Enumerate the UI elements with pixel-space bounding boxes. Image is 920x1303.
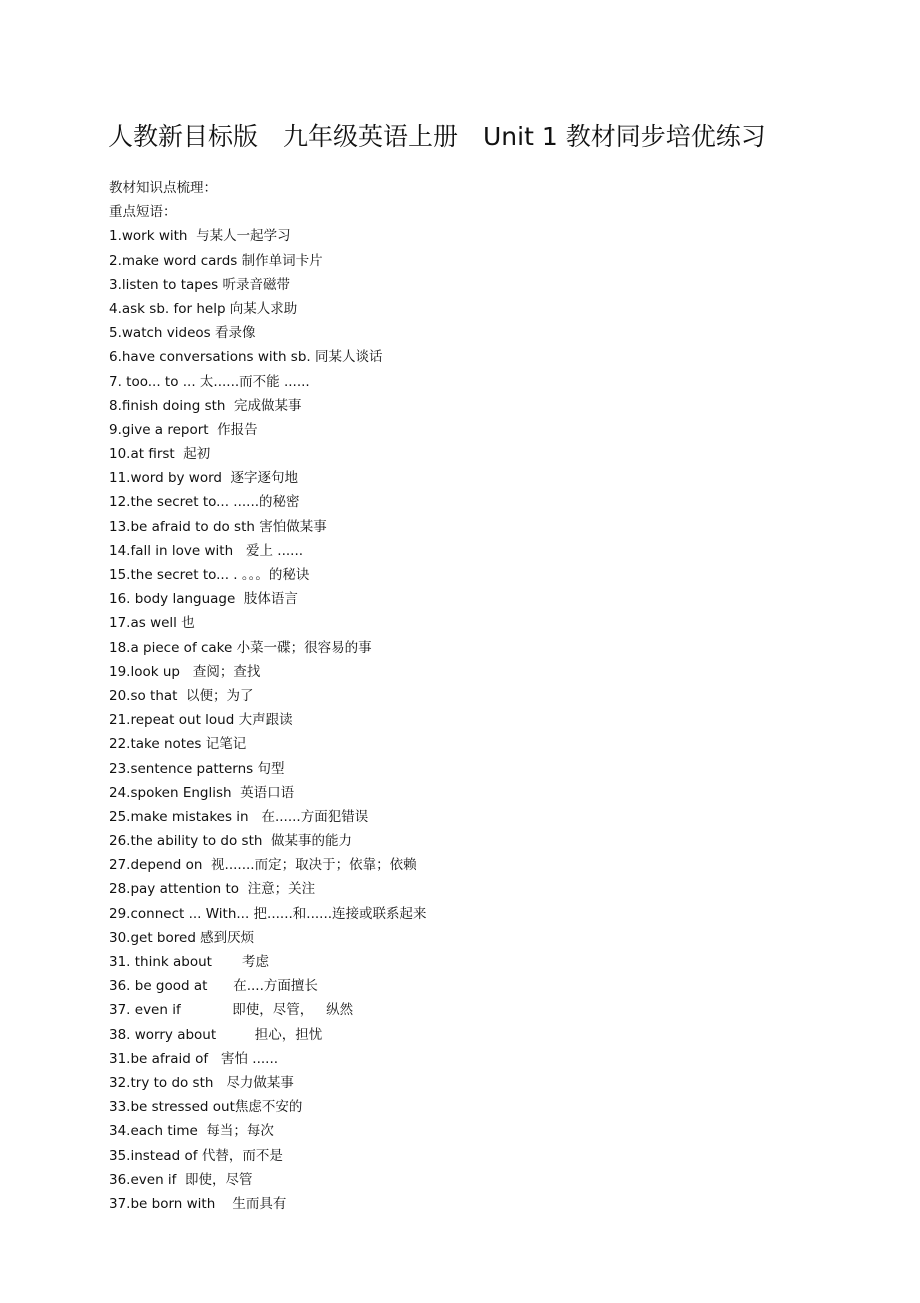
phrase-item: 16. body language 肢体语言	[109, 591, 298, 608]
phrase-item: 35.instead of 代替，而不是	[109, 1147, 283, 1164]
phrase-item: 33.be stressed out焦虑不安的	[109, 1099, 303, 1116]
phrase-item: 14.fall in love with 爱上 ......	[109, 542, 304, 559]
phrase-item: 19.look up 查阅；查找	[109, 663, 261, 680]
phrase-item: 2.make word cards 制作单词卡片	[109, 252, 323, 269]
phrase-item: 10.at first 起初	[109, 446, 211, 463]
phrase-item: 18.a piece of cake 小菜一碟；很容易的事	[109, 639, 372, 656]
phrase-item: 7. too... to ... 太......而不能 ......	[109, 373, 310, 390]
phrase-item: 22.take notes 记笔记	[109, 736, 247, 753]
phrase-item: 24.spoken English 英语口语	[109, 784, 295, 801]
phrase-item: 26.the ability to do sth 做某事的能力	[109, 833, 353, 850]
phrase-item: 9.give a report 作报告	[109, 421, 258, 438]
phrase-item: 5.watch videos 看录像	[109, 325, 256, 342]
phrase-item: 6.have conversations with sb. 同某人谈话	[109, 349, 383, 366]
phrase-item: 36.even if 即使，尽管	[109, 1171, 253, 1188]
phrase-item: 4.ask sb. for help 向某人求助	[109, 300, 298, 317]
phrase-item: 27.depend on 视.......而定；取决于；依靠；依赖	[109, 857, 417, 874]
phrase-item: 37.be born with 生而具有	[109, 1195, 287, 1212]
phrase-item: 17.as well 也	[109, 615, 195, 632]
document-title: 人教新目标版 九年级英语上册 Unit 1 教材同步培优练习	[108, 122, 766, 151]
phrase-item: 36. be good at 在....方面擅长	[109, 978, 318, 995]
phrase-item: 25.make mistakes in 在......方面犯错误	[109, 808, 369, 825]
phrase-item: 15.the secret to... . 。。。的秘诀	[109, 567, 310, 583]
phrase-item: 11.word by word 逐字逐句地	[109, 470, 299, 487]
phrase-item: 29.connect ... With... 把......和......连接或联系起来	[109, 905, 427, 922]
phrase-item: 34.each time 每当；每次	[109, 1123, 274, 1140]
phrase-item: 1.work with 与某人一起学习	[109, 228, 291, 245]
document-body	[109, 176, 869, 1216]
phrase-item: 12.the secret to... ......的秘密	[109, 494, 300, 511]
phrase-item: 31.be afraid of 害怕 ......	[109, 1050, 279, 1067]
section-heading: 教材知识点梳理：	[109, 180, 217, 196]
phrase-item: 28.pay attention to 注意；关注	[109, 881, 316, 898]
phrase-item: 21.repeat out loud 大声跟读	[109, 712, 293, 729]
phrase-item: 30.get bored 感到厌烦	[109, 929, 255, 946]
phrase-item: 23.sentence patterns 句型	[109, 760, 285, 777]
phrase-item: 13.be afraid to do sth 害怕做某事	[109, 518, 327, 535]
phrase-item: 20.so that 以便；为了	[109, 687, 254, 704]
phrase-item: 8.finish doing sth 完成做某事	[109, 397, 302, 414]
phrase-item: 37. even if 即使，尽管， 纵然	[109, 1002, 354, 1019]
phrase-item: 38. worry about 担心，担忧	[109, 1026, 323, 1043]
phrase-list	[109, 224, 869, 1216]
subsection-heading: 重点短语：	[109, 204, 177, 221]
phrase-item: 31. think about 考虑	[109, 954, 270, 970]
phrase-item: 3.listen to tapes 听录音磁带	[109, 276, 290, 293]
phrase-item: 32.try to do sth 尽力做某事	[109, 1074, 294, 1091]
